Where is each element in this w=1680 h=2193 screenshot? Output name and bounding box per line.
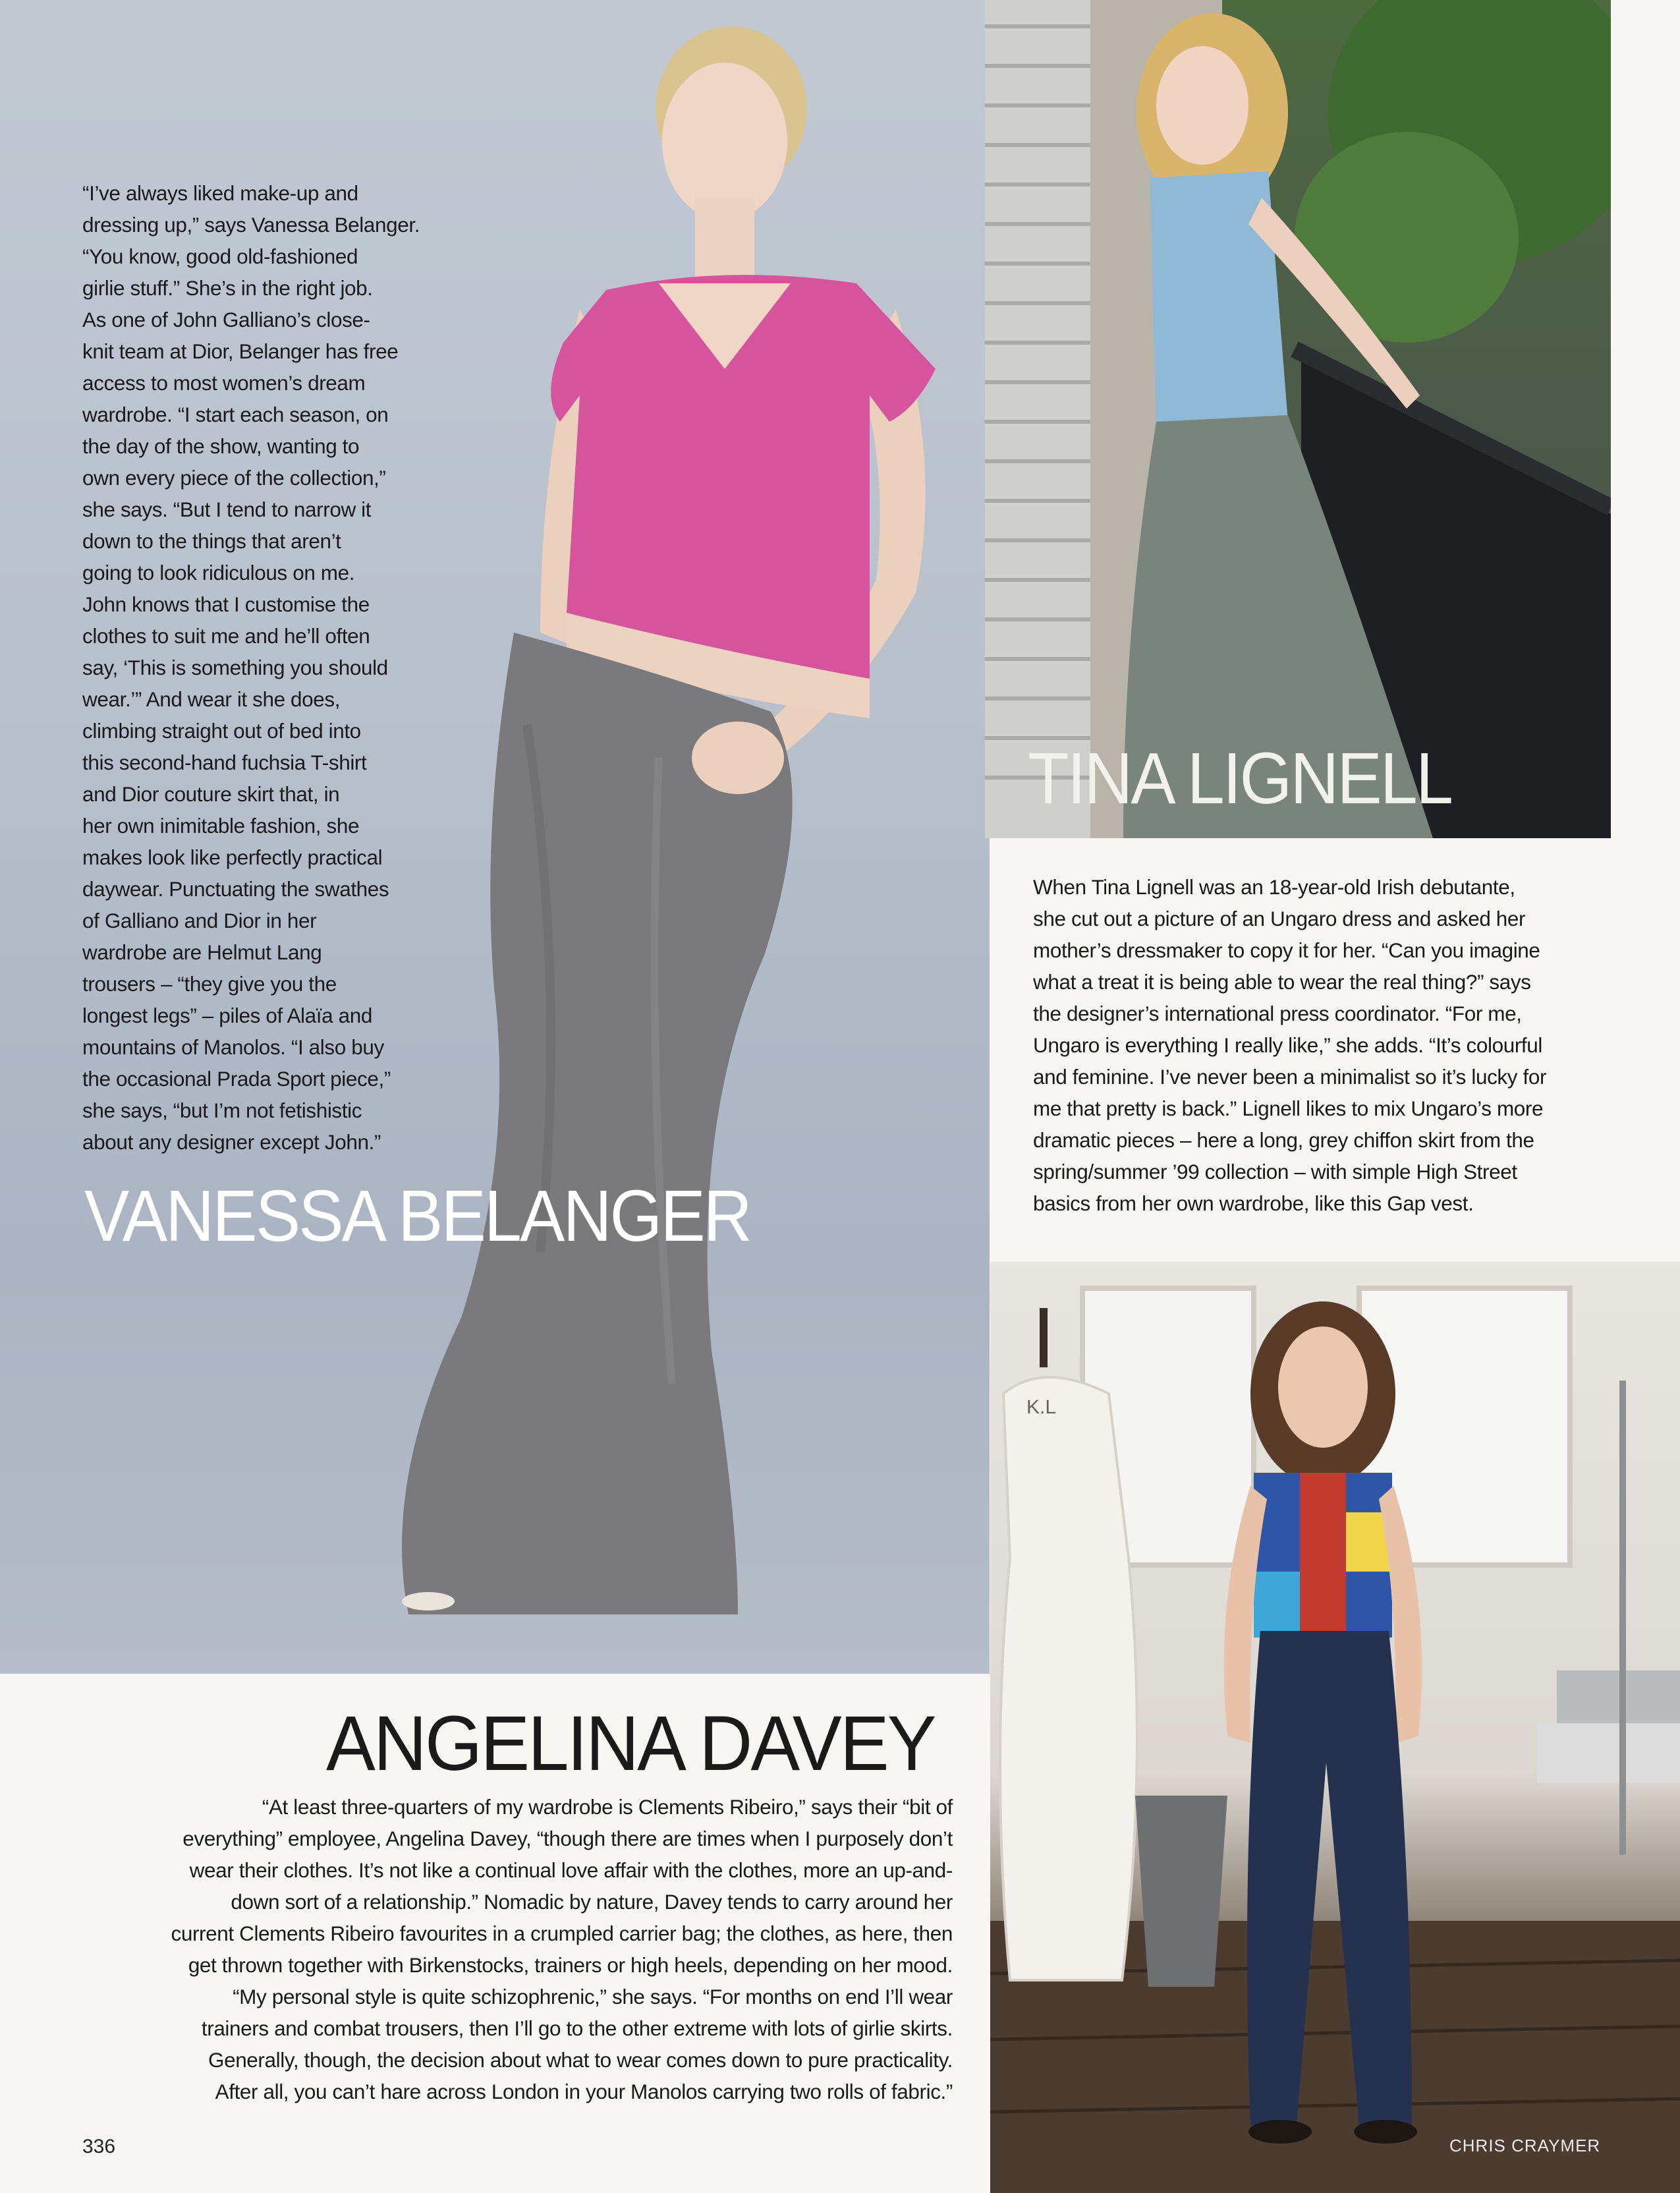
text-line: After all, you can’t hare across London in your Manolos carrying two rolls of fabric.” <box>215 2080 953 2103</box>
text-line: trainers and combat trousers, then I’ll go to the other extreme with lots of girlie skirts. <box>201 2016 953 2040</box>
text-line: When Tina Lignell was an 18-year-old Irish debutante, <box>1033 875 1515 899</box>
tina-lignell-paragraph <box>1033 871 1626 1219</box>
text-line: daywear. Punctuating the swathes <box>82 877 389 901</box>
vanessa-belanger-heading: VANESSA BELANGER <box>84 1176 750 1257</box>
text-line: trousers – “they give you the <box>82 972 337 996</box>
text-line: dressing up,” says Vanessa Belanger. <box>82 213 420 237</box>
vanessa-belanger-paragraph <box>82 177 451 1158</box>
text-line: down to the things that aren’t <box>82 529 341 553</box>
text-line: the designer’s international press coordinator. “For me, <box>1033 1002 1522 1025</box>
text-line: makes look like perfectly practical <box>82 845 383 869</box>
text-line: As one of John Galliano’s close- <box>82 308 370 331</box>
text-line: John knows that I customise the <box>82 592 370 616</box>
angelina-davey-photo <box>990 1262 1680 2193</box>
text-line: current Clements Ribeiro favourites in a crumpled carrier bag; the clothes, as here, then <box>171 1922 953 1945</box>
text-line: and Dior couture skirt that, in <box>82 782 340 806</box>
text-line: this second-hand fuchsia T-shirt <box>82 751 367 774</box>
text-line: down sort of a relationship.” Nomadic by nature, Davey tends to carry around her <box>231 1890 953 1914</box>
text-line: clothes to suit me and he’ll often <box>82 624 370 648</box>
text-line: me that pretty is back.” Lignell likes to mix Ungaro’s more <box>1033 1096 1544 1120</box>
text-line: knit team at Dior, Belanger has free <box>82 339 399 363</box>
text-line: Ungaro is everything I really like,” she adds. “It’s colourful <box>1033 1033 1542 1057</box>
tina-figure-illustration <box>985 0 1611 838</box>
text-line: access to most women’s dream <box>82 371 366 395</box>
text-line: what a treat it is being able to wear the real thing?” says <box>1033 970 1531 994</box>
text-line: girlie stuff.” She’s in the right job. <box>82 276 373 300</box>
text-line: spring/summer ’99 collection – with simple High Street <box>1033 1160 1517 1183</box>
tina-lignell-heading: TINA LIGNELL <box>1028 738 1452 819</box>
text-line: say, ‘This is something you should <box>82 656 388 679</box>
text-line: Generally, though, the decision about what to wear comes down to pure practicality. <box>208 2048 953 2072</box>
text-line: dramatic pieces – here a long, grey chiffon skirt from the <box>1033 1128 1534 1152</box>
tina-lignell-photo <box>985 0 1611 838</box>
text-line: the day of the show, wanting to <box>82 434 360 458</box>
text-line: she says. “But I tend to narrow it <box>82 498 372 521</box>
text-line: “My personal style is quite schizophrenic,” she says. “For months on end I’ll wear <box>233 1985 953 2008</box>
text-line: wardrobe. “I start each season, on <box>82 403 389 426</box>
text-line: mountains of Manolos. “I also buy <box>82 1035 384 1059</box>
text-line: wear their clothes. It’s not like a continual love affair with the clothes, more an up-and- <box>189 1858 953 1882</box>
text-line: get thrown together with Birkenstocks, trainers or high heels, depending on her mood. <box>188 1953 953 1977</box>
angelina-davey-heading: ANGELINA DAVEY <box>326 1700 935 1787</box>
text-line: mother’s dressmaker to copy it for her. “Can you imagine <box>1033 938 1540 962</box>
angelina-davey-paragraph <box>59 1791 953 2107</box>
text-line: “At least three-quarters of my wardrobe is Clements Ribeiro,” says their “bit of <box>262 1795 953 1819</box>
page-number: 336 <box>82 2136 116 2157</box>
text-line: climbing straight out of bed into <box>82 719 361 743</box>
text-line: wardrobe are Helmut Lang <box>82 940 322 964</box>
text-line: everything” employee, Angelina Davey, “though there are times when I purposely don’t <box>182 1827 953 1850</box>
text-line: longest legs” – piles of Alaïa and <box>82 1004 372 1027</box>
photo-credit: CHRIS CRAYMER <box>1449 2136 1601 2155</box>
text-line: she says, “but I’m not fetishistic <box>82 1098 362 1122</box>
text-line: basics from her own wardrobe, like this Gap vest. <box>1033 1191 1474 1215</box>
text-line: own every piece of the collection,” <box>82 466 386 490</box>
text-line: the occasional Prada Sport piece,” <box>82 1067 391 1091</box>
text-line: she cut out a picture of an Ungaro dress and asked her <box>1033 907 1526 930</box>
text-line: “I’ve always liked make-up and <box>82 181 358 205</box>
dress-form-label: K.L <box>1026 1396 1057 1418</box>
text-line: “You know, good old-fashioned <box>82 244 358 268</box>
angelina-figure-illustration <box>990 1262 1680 2193</box>
text-line: going to look ridiculous on me. <box>82 561 355 584</box>
text-line: her own inimitable fashion, she <box>82 814 360 838</box>
text-line: and feminine. I’ve never been a minimalist so it’s lucky for <box>1033 1065 1547 1089</box>
text-line: about any designer except John.” <box>82 1130 381 1154</box>
text-line: wear.’” And wear it she does, <box>82 687 341 711</box>
text-line: of Galliano and Dior in her <box>82 909 317 932</box>
